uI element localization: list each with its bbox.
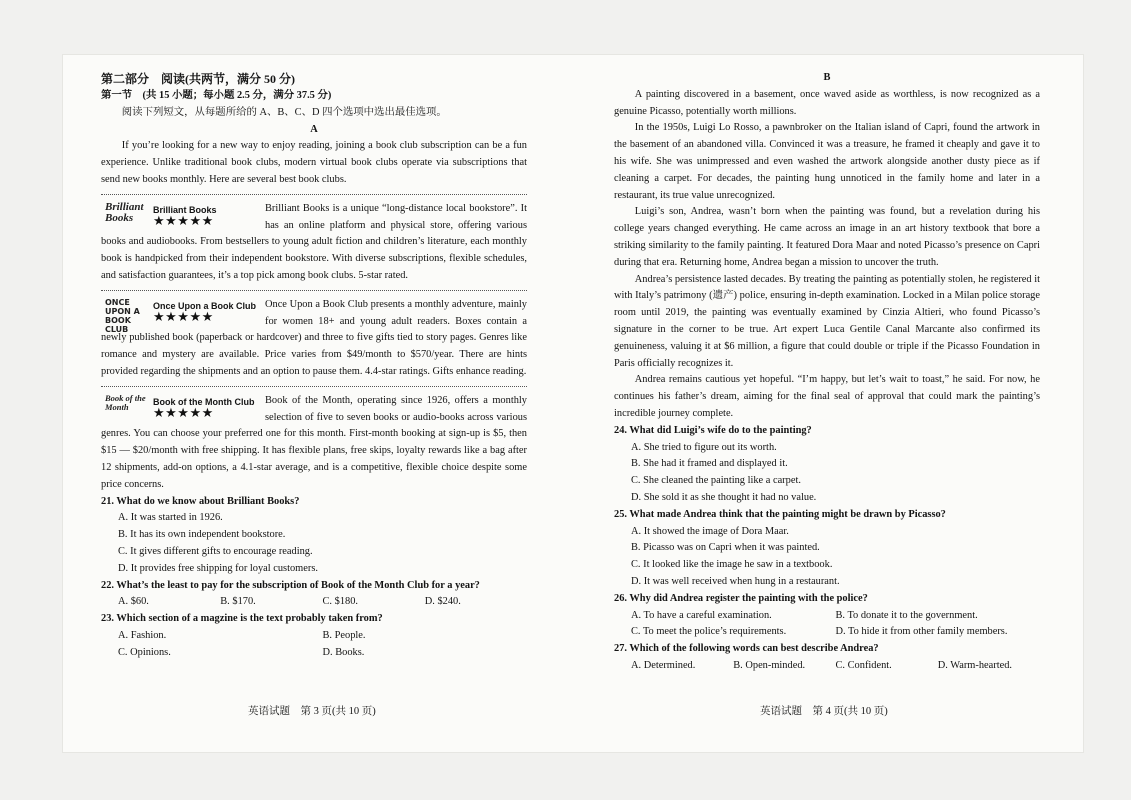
club-description: Book of the Month, operating since 1926, offers a monthly selection of five to seven books or audio-books across various genres. You can choose your preferred one for this month. First-month booking at sign-up is $5, then $15 — $20/month with free shipping. It has flexible plans, free skips, loyalty rewards like a bag after 12 shipments, add-on options, a 4.1-star average, and is a competitive, flexible choice despite some price concerns. <box>101 394 527 490</box>
question-stem: 25. What made Andrea think that the painting might be drawn by Picasso? <box>614 508 946 520</box>
divider <box>101 194 527 195</box>
question-options-row <box>101 645 527 662</box>
rating-stars-icon: ★★★★★ <box>153 212 214 228</box>
question-option: C. It looked like the image he saw in a textbook. <box>631 559 833 571</box>
club-header <box>101 297 261 334</box>
club-name: Brilliant Books <box>153 204 217 215</box>
question-options-row <box>614 658 1040 675</box>
club-brilliant-books <box>101 201 527 285</box>
question-option: D. She sold it as she thought it had no value. <box>631 491 817 503</box>
question-option: A. Fashion. <box>118 629 167 641</box>
club-header <box>101 201 261 233</box>
question-stem: 23. Which section of a magzine is the text probably taken from? <box>101 613 383 625</box>
section-title: 第一节 (共 15 小题；每小题 2.5 分，满分 37.5 分) <box>101 90 332 101</box>
passage-b-paragraph: Andrea’s persistence lasted decades. By treating the painting as potentially stolen, he registered it with Italy’s patrimony (遗产) police, ensuring in-depth examination. Locked in a Milan police storage room until 2019, the painting was eventually examined by Cinzia Altieri, who found Picasso’s signature in the corner to be true. Art expert Luca Gentile Canal Marcante also confirmed its genuineness, valuing it at $6 million, a figure that could double or triple if the Picasso Foundation in Paris officially recognizes it. <box>614 273 1040 369</box>
question-option: B. $170. <box>220 596 256 608</box>
part-title: 第二部分 阅读(共两节，满分 50 分) <box>101 72 295 86</box>
page-3-column <box>101 70 527 662</box>
passage-b-paragraph: Andrea remains cautious yet hopeful. “I’m happy, but let’s wait to toast,” he said. For now, he continues his father’s dream, aiming for the final seal of approval that could mark the painting’s incredible journey complete. <box>614 374 1040 419</box>
question-option: C. To meet the police’s requirements. <box>631 626 787 638</box>
club-logo: Brilliant Books <box>105 200 144 224</box>
club-once-upon-a-book-club <box>101 297 527 381</box>
instruction: 阅读下列短文，从每题所给的 A、B、C、D 四个选项中选出最佳选项。 <box>121 106 447 118</box>
question-option: D. It was well received when hung in a restaurant. <box>631 575 840 587</box>
question-stem: 21. What do we know about Brilliant Books? <box>101 495 300 507</box>
rating-stars-icon: ★★★★★ <box>153 404 214 420</box>
divider <box>101 290 527 291</box>
question-option: D. Warm-hearted. <box>937 659 1013 671</box>
question-stem: 26. Why did Andrea register the painting with the police? <box>614 592 868 604</box>
question-options-row <box>614 624 1040 641</box>
question-option: A. It was started in 1926. <box>118 512 223 524</box>
question-stem: 24. What did Luigi’s wife do to the painting? <box>614 424 812 436</box>
question-option: A. It showed the image of Dora Maar. <box>631 525 789 537</box>
question-options-row <box>101 628 527 645</box>
question-option: C. She cleaned the painting like a carpet. <box>631 475 801 487</box>
question-option: A. Determined. <box>631 659 696 671</box>
club-name: Book of the Month Club <box>153 396 255 407</box>
question-option: D. $240. <box>424 596 461 608</box>
page-4-column <box>614 70 1040 675</box>
question-option: C. Opinions. <box>118 646 171 658</box>
question-option: D. Books. <box>322 646 365 658</box>
question-option: B. People. <box>322 629 366 641</box>
question-option: A. $60. <box>118 596 149 608</box>
question-stem: 27. Which of the following words can best describe Andrea? <box>614 643 879 655</box>
question-option: C. $180. <box>322 596 359 608</box>
club-book-of-the-month <box>101 393 527 494</box>
club-name: Once Upon a Book Club <box>153 300 257 311</box>
question-option: B. It has its own independent bookstore. <box>118 529 286 541</box>
question-option: C. Confident. <box>835 659 892 671</box>
divider <box>101 386 527 387</box>
question-option: A. She tried to figure out its worth. <box>631 441 777 453</box>
question-options-row <box>101 594 527 611</box>
club-description: Brilliant Books is a unique “long-distance local bookstore”. It has an online platform and physical store, offering various books and audiobooks. From bestsellers to young adult fiction and children’s literature, each monthly book is handpicked from their independent bookstore. With diverse subscriptions, flexible schedules, and satisfaction guarantees, it’s a top pick among book clubs. 5-star rated. <box>101 202 527 281</box>
question-option: D. It provides free shipping for loyal customers. <box>118 562 318 574</box>
passage-label-a: A <box>310 123 318 135</box>
passage-b-paragraph: Luigi’s son, Andrea, wasn’t born when the painting was found, but a revelation during his college years changed everything. He came across an image in an art history textbook that bore a striking similarity to the family painting. It featured Dora Maar and noted Picasso’s presence on Capri during that era. Returning home, Andrea began a mission to uncover the truth. <box>614 206 1040 268</box>
question-option: B. Picasso was on Capri when it was painted. <box>631 542 820 554</box>
question-option: A. To have a careful examination. <box>631 609 772 621</box>
club-description: Once Upon a Book Club presents a monthly adventure, mainly for women 18+ and young adult readers. Boxes contain a newly published book (paperback or hardcover) and three to five gifts tied to story pages. Genres like romance and mystery are available. Price varies from $49/month to $570/year. There are hints provided regarding the shipments and an option to pause them. 4.4-star ratings. Gifts enhance reading. <box>101 298 527 377</box>
question-option: C. It gives different gifts to encourage reading. <box>118 545 313 557</box>
question-option: B. She had it framed and displayed it. <box>631 458 788 470</box>
passage-b-paragraph: A painting discovered in a basement, once waved aside as worthless, is now recognized as a genuine Picasso, potentially worth millions. <box>614 88 1040 117</box>
passage-b-paragraph: In the 1950s, Luigi Lo Rosso, a pawnbroker on the Italian island of Capri, found the artwork in the basement of an abandoned villa. Convinced it was a treasure, he framed it cheaply and gave it to his wife. She was unimpressed and even washed the artwork alongside another dusty piece as if cleaning a carpet. For decades, the painting hung unnoticed in the family home and later in a restaurant, its true value unrecognized. <box>614 122 1040 201</box>
club-header <box>101 393 261 425</box>
passage-label-b: B <box>823 72 831 83</box>
page-footer-right: 英语试题 第 4 页(共 10 页) <box>760 706 888 717</box>
page-footer-left: 英语试题 第 3 页(共 10 页) <box>248 706 376 717</box>
question-option: B. To donate it to the government. <box>835 609 978 621</box>
club-logo: Book of the Month <box>105 392 146 412</box>
passage-a-intro: If you’re looking for a new way to enjoy reading, joining a book club subscription can be a fun experience. Unlike traditional book clubs, modern virtual book clubs operate via subscriptions that send new books monthly. Here are several best book clubs. <box>101 140 527 185</box>
question-option: D. To hide it from other family members. <box>835 626 1008 638</box>
rating-stars-icon: ★★★★★ <box>153 308 214 324</box>
question-options-row <box>614 608 1040 625</box>
question-stem: 22. What’s the least to pay for the subscription of Book of the Month Club for a year? <box>101 579 480 591</box>
club-logo: ONCE UPON A BOOK CLUB <box>105 297 140 334</box>
question-option: B. Open-minded. <box>733 659 806 671</box>
